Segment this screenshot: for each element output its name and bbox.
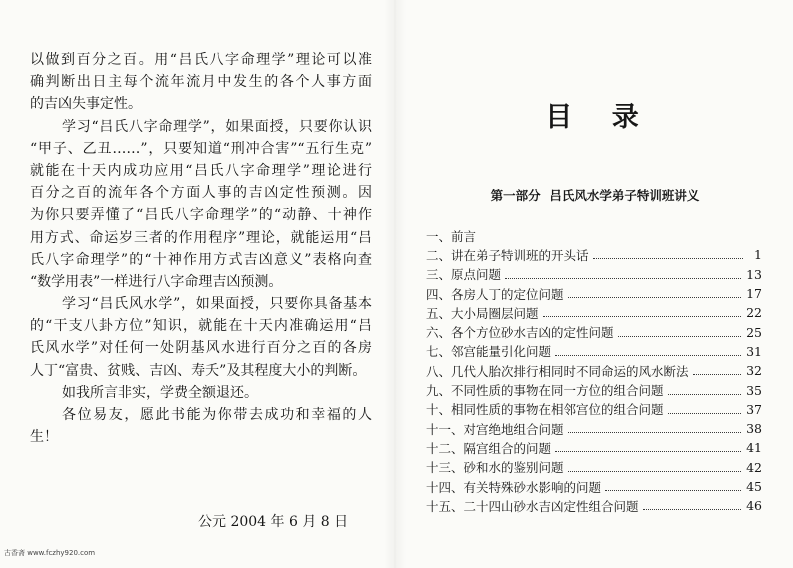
toc-page-number: 32 (746, 363, 762, 379)
body-text-line: 学习“吕氏八字命理学”，如果面授，只要你认识 (62, 118, 372, 135)
toc-entry (426, 245, 762, 264)
body-text-line: 各位易友，愿此书能为你带去成功和幸福的人 (62, 407, 372, 423)
toc-page-number: 35 (746, 382, 762, 398)
toc-entry (426, 419, 762, 438)
dot-leader (693, 374, 742, 375)
dot-leader (568, 471, 742, 472)
toc-entry-label: 三、原点问题 (426, 267, 502, 283)
toc-page-number: 41 (746, 440, 762, 456)
toc-entry-label: 十二、隔宫组合的问题 (426, 440, 552, 456)
toc-page-number: 22 (746, 305, 762, 321)
table-of-contents (426, 226, 762, 515)
body-text-line: “甲子、乙丑……”，只要知道“刑冲合害”“五行生克” (30, 140, 372, 157)
contents-title: 目 录 (545, 102, 639, 133)
left-page-body (30, 49, 372, 448)
toc-page-number: 42 (746, 459, 762, 475)
dot-leader (643, 509, 742, 510)
toc-page-number: 1 (754, 247, 762, 263)
toc-entry-label: 十四、有关特殊砂水影响的问题 (426, 479, 602, 495)
toc-entry (426, 226, 762, 245)
toc-entry-label: 五、大小局圈层问题 (426, 305, 539, 321)
dot-leader (555, 355, 741, 356)
body-text-line: 氏八字命理学”的“十神作用方式吉凶意义”表格向查 (30, 251, 372, 268)
toc-page-number: 46 (746, 498, 762, 514)
toc-entry (426, 496, 762, 515)
body-text-line: 以做到百分之百。用“吕氏八字命理学”理论可以准 (30, 52, 372, 68)
toc-page-number: 31 (746, 343, 762, 359)
toc-page-number: 38 (746, 421, 762, 437)
dot-leader (555, 451, 741, 452)
dot-leader (505, 278, 741, 279)
body-text-line: 的吉凶失事定性。 (30, 96, 142, 113)
body-text-line: 氏风水学”对任何一处阴基风水进行百分之百的各房 (30, 340, 372, 357)
dot-leader (568, 297, 742, 298)
toc-entry (426, 284, 762, 303)
toc-page-number: 37 (746, 401, 762, 417)
body-text-line: “数学用表”一样进行八字命理吉凶预测。 (30, 273, 283, 290)
site-watermark: 古香斋 www.fczhy920.com (4, 549, 96, 557)
body-text-line: 百分之百的流年各个方面人事的吉凶定性预测。因 (30, 185, 372, 202)
dot-leader (668, 413, 742, 414)
toc-page-number: 25 (746, 324, 762, 340)
body-text-line: 生！ (30, 429, 58, 446)
toc-page-number: 13 (746, 266, 762, 282)
signature-date: 公元 2004 年 6 月 8 日 (198, 514, 349, 530)
body-text-line: 确判断出日主每个流年流月中发生的各个人事方面 (30, 74, 372, 91)
body-text-line: 的“干支八卦方位”知识，就能在十天内准确运用“吕 (30, 318, 372, 335)
paragraph (30, 116, 372, 294)
body-text-line: 就能在十天内成功应用“吕氏八字命理学”理论进行 (30, 162, 372, 179)
toc-entry-label: 十一、对宫绝地组合问题 (426, 421, 564, 437)
body-text-line: 人丁“富贵、贫贱、吉凶、寿夭”及其程度大小的判断。 (30, 362, 367, 379)
body-text-line: 为你只要弄懂了“吕氏八字命理学”的“动静、十神作 (30, 207, 372, 224)
toc-entry (426, 342, 762, 361)
toc-entry-label: 十三、砂和水的鉴别问题 (426, 460, 564, 476)
toc-entry-label: 七、邻宫能量引化问题 (426, 344, 552, 360)
toc-entry (426, 303, 762, 322)
toc-entry-label: 十、相同性质的事物在相邻宫位的组合问题 (426, 402, 664, 418)
dot-leader (618, 336, 742, 337)
toc-entry-label: 十五、二十四山砂水吉凶定性组合问题 (426, 498, 639, 514)
paragraph (30, 293, 372, 382)
toc-entry-label: 六、各个方位砂水吉凶的定性问题 (426, 325, 614, 341)
paragraph (30, 382, 372, 404)
toc-entry (426, 400, 762, 419)
toc-entry (426, 438, 762, 457)
paragraph (30, 404, 372, 448)
toc-page-number: 17 (746, 286, 762, 302)
dot-leader (543, 316, 742, 317)
paragraph (30, 49, 372, 116)
toc-entry (426, 458, 762, 477)
dot-leader (668, 394, 742, 395)
toc-entry-label: 八、几代人胎次排行相同时不同命运的风水断法 (426, 363, 689, 379)
part-heading: 第一部分 吕氏风水学弟子特训班讲义 (490, 188, 700, 203)
body-text-line: 如我所言非实，学费全额退还。 (62, 384, 258, 401)
body-text-line: 用方式、命运岁三者的作用程序”理论，就能运用“吕 (30, 229, 372, 246)
body-text-line: 学习“吕氏风水学”，如果面授，只要你具备基本 (62, 296, 372, 313)
toc-entry-label: 一、前言 (426, 228, 477, 244)
toc-entry (426, 477, 762, 496)
toc-entry (426, 361, 762, 380)
page-gutter (384, 0, 406, 568)
dot-leader (568, 432, 742, 433)
toc-entry (426, 322, 762, 341)
toc-entry-label: 九、不同性质的事物在同一方位的组合问题 (426, 383, 664, 399)
toc-page-number: 45 (746, 479, 762, 494)
dot-leader (593, 258, 743, 259)
dot-leader (605, 490, 741, 491)
toc-entry (426, 265, 762, 284)
toc-entry-label: 四、各房人丁的定位问题 (426, 286, 564, 302)
toc-entry-label: 二、讲在弟子特训班的开头话 (426, 247, 589, 263)
toc-entry (426, 380, 762, 399)
